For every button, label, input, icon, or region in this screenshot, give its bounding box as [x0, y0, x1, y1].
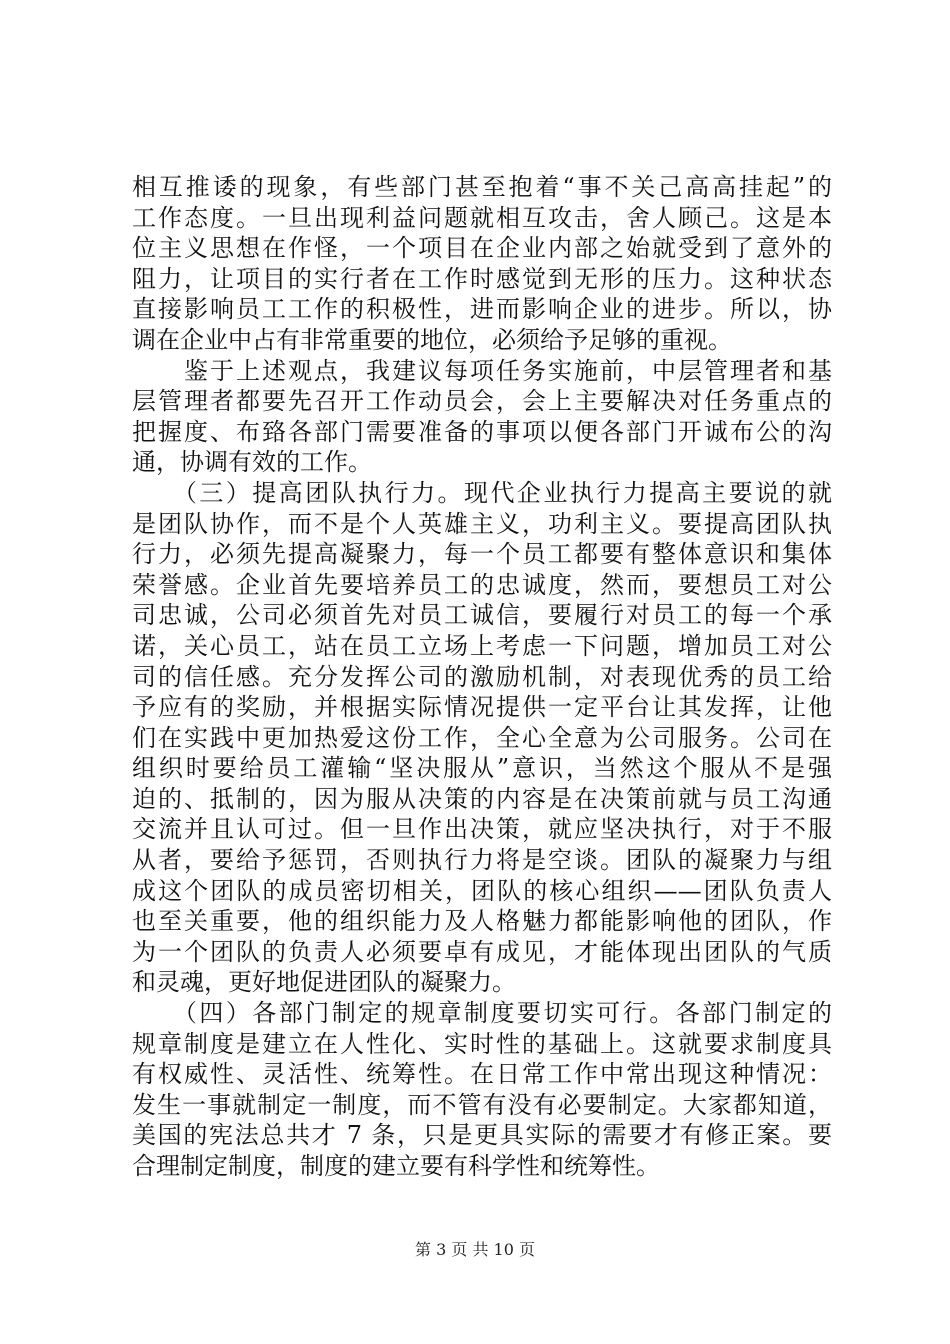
text-line: 司的信任感。充分发挥公司的激励机制，对表现优秀的员工给: [132, 662, 832, 691]
text-line: 诺，关心员工，站在员工立场上考虑一下问题，增加员工对公: [132, 631, 832, 660]
text-line: 鉴于上述观点，我建议每项任务实施前，中层管理者和基: [132, 356, 832, 385]
text-line: 工作态度。一旦出现利益问题就相互攻击，舍人顾己。这是本: [132, 203, 832, 232]
text-line: 把握度、布臵各部门需要准备的事项以便各部门开诚布公的沟: [132, 417, 832, 446]
text-line: 是团队协作，而不是个人英雄主义，功利主义。要提高团队执: [132, 509, 832, 538]
text-line: 合理制定制度，制度的建立要有科学性和统筹性。: [132, 1152, 660, 1180]
text-line: 组织时要给员工灌输“坚决服从”意识，当然这个服从不是强: [132, 754, 832, 783]
text-line: 阻力，让项目的实行者在工作时感觉到无形的压力。这种状态: [132, 264, 832, 293]
text-line: 和灵魂，更好地促进团队的凝聚力。: [132, 968, 516, 997]
page-footer: 第 3 页 共 10 页: [415, 1240, 535, 1259]
text-line: 调在企业中占有非常重要的地位，必须给予足够的重视。: [132, 325, 732, 354]
text-line: 通，协调有效的工作。: [132, 448, 372, 477]
text-line: 直接影响员工工作的积极性，进而影响企业的进步。所以，协: [132, 295, 832, 324]
text-line: 为一个团队的负责人必须要卓有成见，才能体现出团队的气质: [132, 937, 832, 966]
text-line: 相互推诿的现象，有些部门甚至抱着“事不关己高高挂起”的: [132, 173, 832, 201]
text-line: 规章制度是建立在人性化、实时性的基础上。这就要求制度具: [132, 1029, 832, 1058]
document-body: [132, 172, 832, 1182]
text-line: 有权威性、灵活性、统筹性。在日常工作中常出现这种情况：: [132, 1060, 832, 1089]
text-line: 从者，要给予惩罚，否则执行力将是空谈。团队的凝聚力与组: [132, 846, 832, 875]
text-line: 层管理者都要先召开工作动员会，会上主要解决对任务重点的: [132, 387, 832, 416]
text-line: 成这个团队的成员密切相关，团队的核心组织——团队负责人: [132, 876, 832, 905]
text-line: 们在实践中更加热爱这份工作，全心全意为公司服务。公司在: [132, 723, 832, 752]
text-line: 荣誉感。企业首先要培养员工的忠诚度，然而，要想员工对公: [132, 570, 832, 599]
text-line: 迫的、抵制的，因为服从决策的内容是在决策前就与员工沟通: [132, 784, 832, 813]
text-line: 发生一事就制定一制度，而不管有没有必要制定。大家都知道，: [132, 1090, 832, 1119]
text-line: 予应有的奖励，并根据实际情况提供一定平台让其发挥，让他: [132, 693, 832, 722]
text-line: 美国的宪法总共才 7 条，只是更具实际的需要才有修正案。要: [132, 1121, 832, 1150]
text-line: 位主义思想在作怪，一个项目在企业内部之始就受到了意外的: [132, 234, 832, 263]
text-line: 司忠诚，公司必须首先对员工诚信，要履行对员工的每一个承: [132, 601, 832, 630]
text-line: 也至关重要，他的组织能力及人格魅力都能影响他的团队，作: [132, 907, 832, 936]
text-line: （四）各部门制定的规章制度要切实可行。各部门制定的: [132, 999, 832, 1028]
text-line: 交流并且认可过。但一旦作出决策，就应坚决执行，对于不服: [132, 815, 832, 844]
text-line: （三）提高团队执行力。现代企业执行力提高主要说的就: [132, 478, 832, 507]
text-line: 行力，必须先提高凝聚力，每一个员工都要有整体意识和集体: [132, 540, 832, 569]
